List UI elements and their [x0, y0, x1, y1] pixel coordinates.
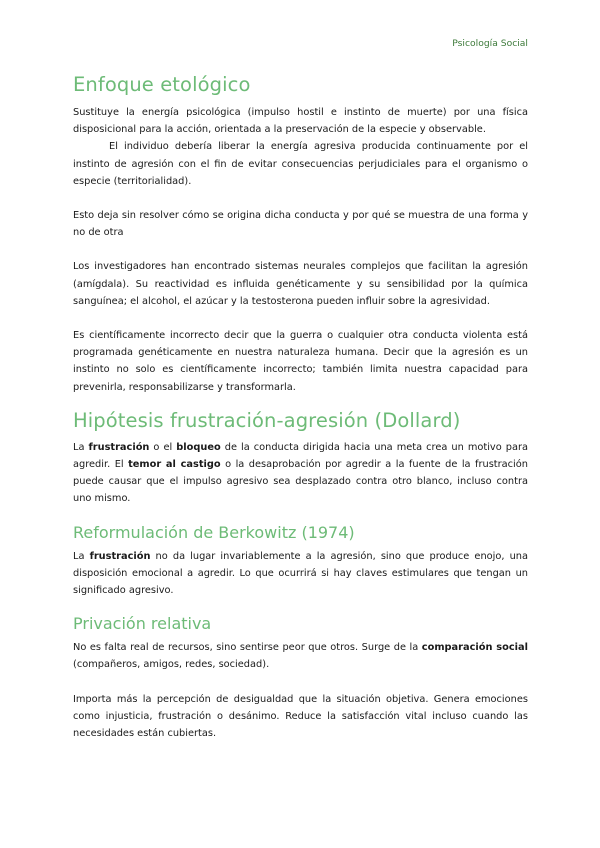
- bold-term: frustración: [88, 441, 150, 453]
- section-title-berkowitz: Reformulación de Berkowitz (1974): [73, 522, 355, 542]
- paragraph: Esto deja sin resolver cómo se origina dicha conducta y por qué se muestra de una forma y no de otra: [73, 210, 528, 239]
- paragraph: [73, 439, 528, 508]
- section-title-dollard: Hipótesis frustración-agresión (Dollard): [73, 408, 461, 432]
- bold-term: temor al castigo: [128, 459, 221, 471]
- paragraph: [73, 548, 528, 600]
- paragraph: [73, 639, 528, 673]
- text-run: o el: [149, 441, 177, 453]
- running-header: Psicología Social: [452, 38, 528, 49]
- paragraph: Los investigadores han encontrado sistemas neurales complejos que facilitan la agresión (amígdala). Su reactividad es influida genéticamente y su sensibilidad por la química sanguínea; el alcohol, el azúcar y la testosterona pueden influir sobre la agresividad.: [73, 261, 528, 307]
- section-title-privacion: Privación relativa: [73, 614, 212, 634]
- paragraph: Importa más la percepción de desigualdad que la situación objetiva. Genera emociones como injusticia, frustración o desánimo. Reduce la satisfacción vital incluso cuando las necesidades están cubiertas.: [73, 693, 528, 740]
- paragraph: El individuo debería liberar la energía agresiva producida continuamente por el instinto de agresión con el fin de evitar consecuencias perjudiciales para el organismo o especie (territorialidad).: [73, 141, 528, 187]
- text-run: La: [73, 441, 89, 453]
- text-run: (compañeros, amigos, redes, sociedad).: [73, 659, 270, 671]
- text-run: No es falta real de recursos, sino sentirse peor que otros. Surge de la: [73, 642, 422, 654]
- text-run: La: [73, 550, 90, 562]
- paragraph: Es científicamente incorrecto decir que la guerra o cualquier otra conducta violenta está programada genéticamente en nuestra naturaleza humana. Decir que la agresión es un instinto no solo es científicamente incorrecto; también limita nuestra capacidad para prevenirla, responsabilizarse y transformarla.: [73, 330, 528, 393]
- text-run: no da lugar invariablemente a la agresión, sino que produce enojo, una disposición emocional a agredir. Lo que ocurrirá si hay claves estimulares que tengan un significado agresivo.: [73, 550, 528, 597]
- bold-term: frustración: [89, 550, 151, 562]
- text-run: o la desaprobación por agredir a la fuente de la frustración puede causar que el impulso agresivo sea desplazado contra otro blanco, incluso contra uno mismo.: [73, 459, 528, 505]
- text-run: de la conducta dirigida hacia una meta crea un motivo para agredir. El: [73, 441, 529, 471]
- bold-term: bloqueo: [176, 441, 221, 453]
- section-title-etologico: Enfoque etológico: [73, 73, 251, 96]
- document-body: [73, 72, 528, 742]
- bold-term: comparación social: [421, 642, 528, 654]
- paragraph: Sustituye la energía psicológica (impulso hostil e instinto de muerte) por una física disposicional para la acción, orientada a la preservación de la especie y observable.: [73, 107, 528, 136]
